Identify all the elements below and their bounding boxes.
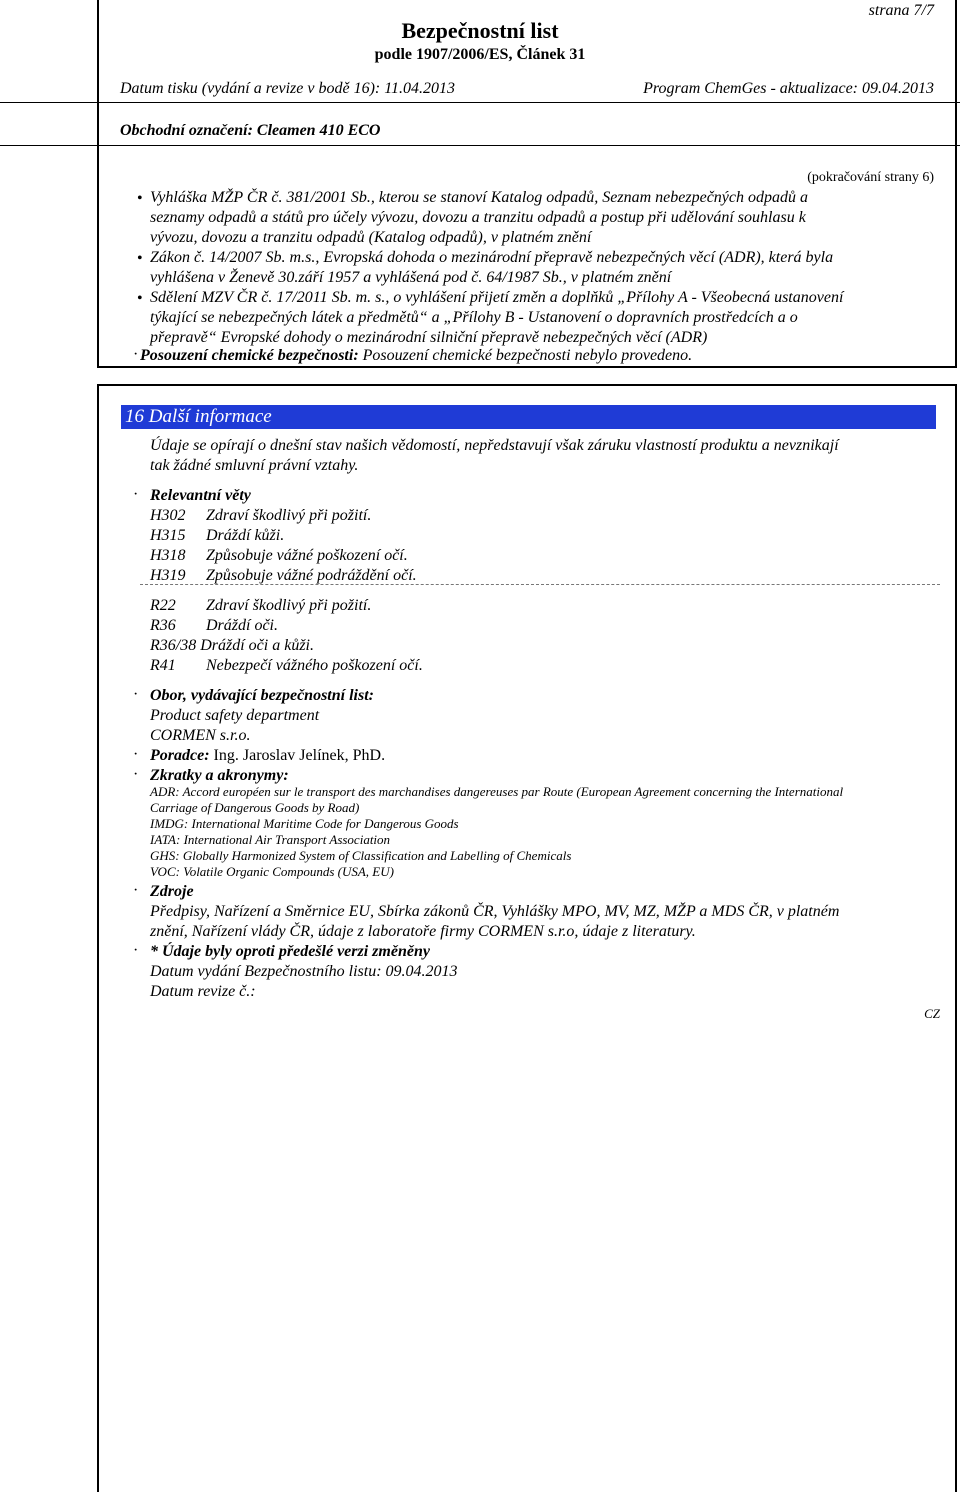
sources-line-1: Předpisy, Nařízení a Směrnice EU, Sbírka zákonů ČR, Vyhlášky MPO, MV, MZ, MŽP a MDS ČR, v platném [150,903,840,920]
dot-marker: · [133,346,139,363]
bullet: • [137,190,143,207]
relevant-phrases-label: Relevantní věty [150,487,251,504]
continuation-note: (pokračování strany 6) [807,170,934,185]
trade-name: Obchodní označení: Cleamen 410 ECO [120,122,381,139]
assessment-label: Posouzení chemické bezpečnosti: [140,347,359,364]
abbreviation-line: IMDG: International Maritime Code for Dangerous Goods [150,816,459,831]
page-number: strana 7/7 [868,2,934,19]
section16-title: 16 Další informace [125,406,272,427]
bullet: • [137,290,143,307]
dot-marker: · [133,486,139,503]
abbreviation-line: VOC: Volatile Organic Compounds (USA, EU) [150,864,394,879]
phrase-row: R36 Dráždí oči. [150,617,278,634]
phrase-row: H318 Způsobuje vážné poškození očí. [150,547,408,564]
phrase-row: H302 Zdraví škodlivý při požití. [150,507,372,524]
document-subtitle: podle 1907/2006/ES, Článek 31 [374,46,586,63]
dot-marker: · [133,686,139,703]
reg-adr-2: vyhlášena v Ženevě 30.září 1957 a vyhlášená pod č. 64/1987 Sb., v platném znění [150,269,672,286]
section16-header [121,405,936,429]
assessment-text: Posouzení chemické bezpečnosti nebylo provedeno. [362,347,693,364]
abbreviation-line: GHS: Globally Harmonized System of Classification and Labelling of Chemicals [150,848,572,863]
dot-marker: · [133,766,139,783]
revision-date: Datum revize č.: [150,983,256,1000]
reg-waste-3: vývozu, dovozu a tranzitu odpadů (Katalog odpadů), v platném znění [150,229,592,246]
phrase-row: R36/38 Dráždí oči a kůži. [150,637,314,654]
department-line-1: Product safety department [150,707,320,724]
sources-line-2: znění, Nařízení vlády ČR, údaje z laboratoře firmy CORMEN s.r.o, údaje z literatury. [150,923,696,940]
phrase-divider [140,584,940,585]
sources-label: Zdroje [150,883,194,900]
abbreviation-line: IATA: International Air Transport Association [150,832,391,847]
intro-line-2: tak žádné smluvní právní vztahy. [150,457,359,474]
abbreviations-label: Zkratky a akronymy: [150,767,289,784]
department-line-2: CORMEN s.r.o. [150,727,251,744]
dot-marker: · [133,942,139,959]
abbreviation-line: Carriage of Dangerous Goods by Road) [150,800,360,815]
department-label: Obor, vydávající bezpečnostní list: [150,687,374,704]
program-update: Program ChemGes - aktualizace: 09.04.2013 [643,80,934,97]
reg-adr-1: Zákon č. 14/2007 Sb. m.s., Evropská dohoda o mezinárodní přepravě nebezpečných věcí (ADR), která byla [150,249,834,266]
document-title: Bezpečnostní list [401,18,559,43]
phrase-row: H315 Dráždí kůži. [150,527,285,544]
phrase-row: R22 Zdraví škodlivý při požití. [150,597,372,614]
phrase-row: R41 Nebezpečí vážného poškození očí. [150,657,423,674]
bullet: • [137,250,143,267]
changed-note: * Údaje byly oproti předešlé verzi změněny [150,943,430,960]
issue-date: Datum vydání Bezpečnostního listu: 09.04.2013 [150,963,458,980]
intro-line-1: Údaje se opírají o dnešní stav našich vědomostí, nepředstavují však záruku vlastností produktu a nevznikají [150,437,839,454]
abbreviation-line: ADR: Accord européen sur le transport des marchandises dangereuses par Route (European Agreement concerning the International [150,784,844,799]
phrase-row: H319 Způsobuje vážné podráždění očí. [150,567,417,584]
print-date: Datum tisku (vydání a revize v bodě 16): 11.04.2013 [120,80,456,97]
dot-marker: · [133,882,139,899]
reg-mzv-3: přepravě“ Evropské dohody o mezinárodní silniční přepravě nebezpečných věcí (ADR) [150,329,708,346]
chemical-safety-assessment [140,346,930,366]
language-code: CZ [924,1006,940,1021]
advisor: Poradce: Ing. Jaroslav Jelínek, PhD. [150,747,386,764]
reg-waste-2: seznamy odpadů a států pro účely vývozu, dovozu a tranzitu odpadů a postup při udělování souhlasu k [150,209,806,226]
reg-mzv-1: Sdělení MZV ČR č. 17/2011 Sb. m. s., o vyhlášení přijetí změn a doplňků „Přílohy A - Všeobecná ustanovení [150,289,844,306]
dot-marker: · [133,746,139,763]
reg-waste-1: Vyhláška MŽP ČR č. 381/2001 Sb., kterou se stanoví Katalog odpadů, Seznam nebezpečných odpadů a [150,189,808,206]
reg-mzv-2: týkající se nebezpečných látek a předmětů“ a „Přílohy B - Ustanovení o dopravních prostředcích a o [150,309,798,326]
